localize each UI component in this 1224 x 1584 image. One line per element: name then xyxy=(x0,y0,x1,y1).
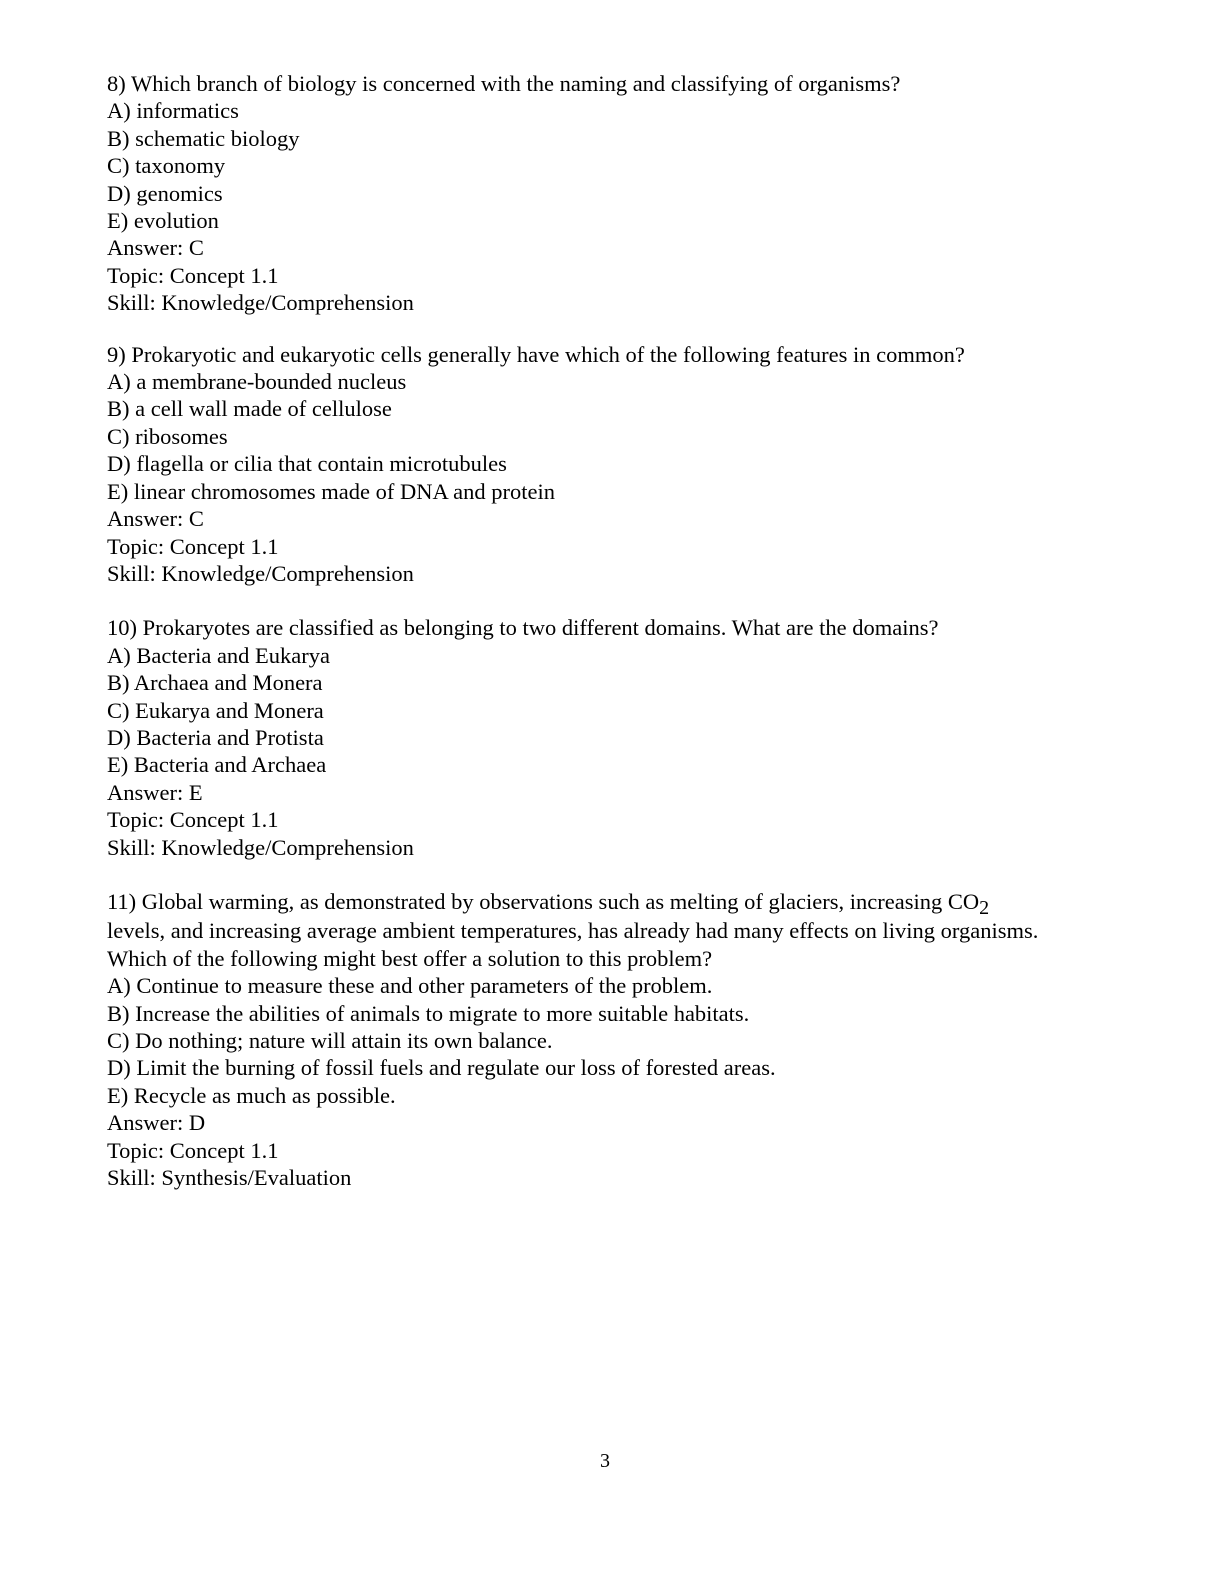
option-c: C) Do nothing; nature will attain its own balance. xyxy=(107,1028,553,1053)
question-spacer xyxy=(107,587,1117,614)
document-page xyxy=(107,70,1117,1191)
option-e: E) Bacteria and Archaea xyxy=(107,752,327,778)
option-e: E) linear chromosomes made of DNA and protein xyxy=(107,478,556,504)
skill-line: Skill: Knowledge/Comprehension xyxy=(107,560,414,586)
question-9 xyxy=(107,341,1117,588)
option-c: C) ribosomes xyxy=(107,423,228,449)
option-e: E) evolution xyxy=(107,208,219,234)
question-spacer xyxy=(107,861,1117,888)
question-stem-line-1 xyxy=(107,888,1117,917)
skill-line: Skill: Synthesis/Evaluation xyxy=(107,1165,352,1191)
option-a: A) Continue to measure these and other parameters of the problem. xyxy=(107,973,713,999)
question-stem-line-2: levels, and increasing average ambient temperatures, has already had many effects on living organisms. xyxy=(107,918,1039,944)
option-d: D) Limit the burning of fossil fuels and regulate our loss of forested areas. xyxy=(107,1055,776,1081)
option-e: E) Recycle as much as possible. xyxy=(107,1082,396,1108)
topic-line: Topic: Concept 1.1 xyxy=(107,262,279,288)
answer-line: Answer: D xyxy=(107,1110,206,1136)
question-stem-line-3: Which of the following might best offer a solution to this problem? xyxy=(107,945,713,971)
answer-line: Answer: C xyxy=(107,235,204,261)
page-number: 3 xyxy=(600,1450,610,1472)
co2-subscript: 2 xyxy=(979,896,990,919)
option-b: B) Archaea and Monera xyxy=(107,670,323,696)
option-d: D) Bacteria and Protista xyxy=(107,724,324,750)
question-stem: 10) Prokaryotes are classified as belonging to two different domains. What are the domains? xyxy=(107,615,939,641)
option-d: D) flagella or cilia that contain microtubules xyxy=(107,451,507,477)
answer-line: Answer: E xyxy=(107,779,203,805)
topic-line: Topic: Concept 1.1 xyxy=(107,533,279,559)
option-a: A) a membrane-bounded nucleus xyxy=(107,369,407,395)
topic-line: Topic: Concept 1.1 xyxy=(107,807,279,833)
question-8 xyxy=(107,70,1117,317)
option-b: B) a cell wall made of cellulose xyxy=(107,396,392,422)
question-10 xyxy=(107,614,1117,861)
skill-line: Skill: Knowledge/Comprehension xyxy=(107,834,414,860)
question-stem: 8) Which branch of biology is concerned with the naming and classifying of organisms? xyxy=(107,71,901,96)
option-b: B) Increase the abilities of animals to migrate to more suitable habitats. xyxy=(107,1000,750,1026)
question-spacer xyxy=(107,317,1117,341)
option-a: A) Bacteria and Eukarya xyxy=(107,642,331,668)
option-b: B) schematic biology xyxy=(107,125,300,151)
answer-line: Answer: C xyxy=(107,506,204,532)
option-a: A) informatics xyxy=(107,98,239,124)
option-d: D) genomics xyxy=(107,180,223,206)
topic-line: Topic: Concept 1.1 xyxy=(107,1137,279,1163)
skill-line: Skill: Knowledge/Comprehension xyxy=(107,290,414,316)
question-stem: 9) Prokaryotic and eukaryotic cells generally have which of the following features in common? xyxy=(107,341,965,367)
option-c: C) Eukarya and Monera xyxy=(107,697,324,723)
question-stem-text: 11) Global warming, as demonstrated by observations such as melting of glaciers, increasing CO xyxy=(107,888,980,914)
question-11 xyxy=(107,888,1117,1191)
option-c: C) taxonomy xyxy=(107,153,226,179)
